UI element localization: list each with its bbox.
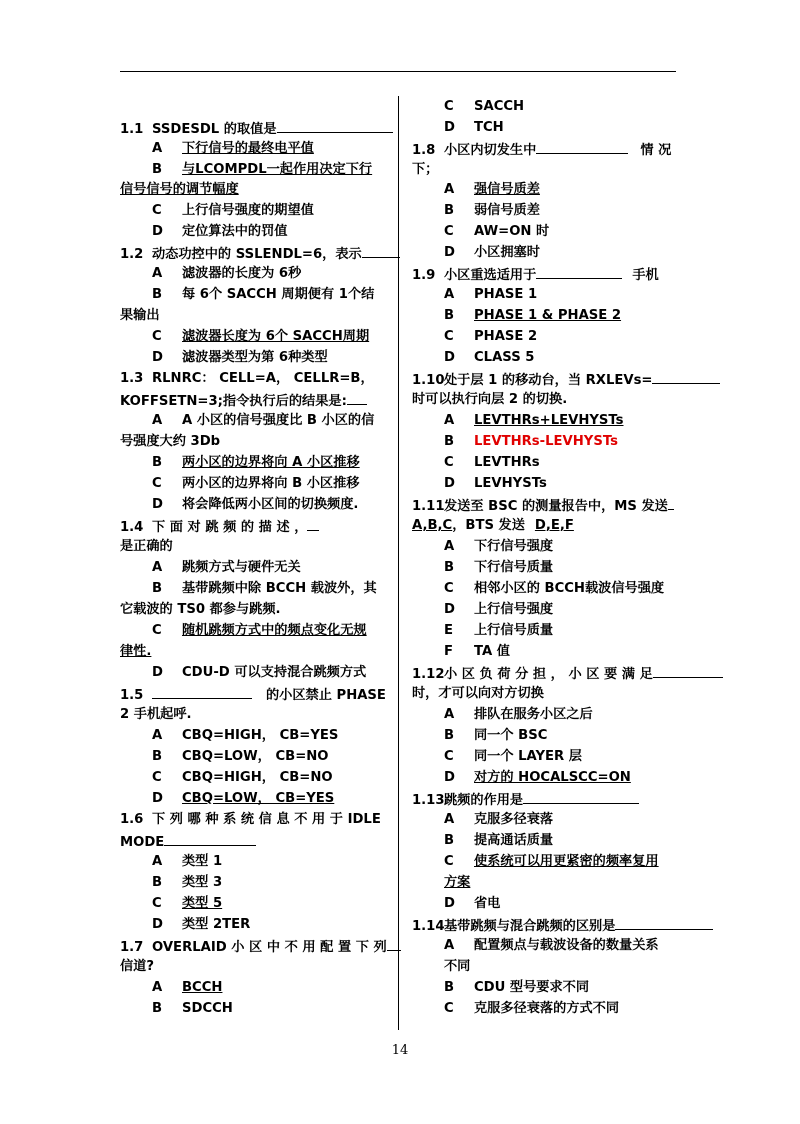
- option-c-cont: 方案: [444, 875, 471, 890]
- option-c: C 类型 5: [152, 896, 223, 911]
- option-b: B 两小区的边界将向 A 小区推移: [152, 455, 360, 470]
- highlighted-answer: LEVTHRs-LEVHYSTs: [474, 434, 618, 449]
- option-b: B 提高通话质量: [444, 833, 554, 848]
- option-d: D 将会降低两小区间的切换频度.: [152, 497, 359, 512]
- option-c: C SACCH: [444, 99, 525, 114]
- question-1-8: 1.8 小区内切发生中 情 况: [412, 139, 671, 159]
- answer-blank: [307, 516, 319, 531]
- option-b: B 与LCOMPDL一起作用决定下行: [152, 162, 373, 177]
- option-d: D 对方的 HOCALSCC=ON: [444, 770, 631, 785]
- option-b: B CBQ=LOW， CB=NO: [152, 749, 329, 764]
- question-text-cont: 下；: [412, 162, 439, 177]
- question-text: SSDESDL 的取值是: [152, 122, 277, 137]
- question-text-cont: 时，才可以向对方切换: [412, 686, 544, 701]
- answer-bts: D,E,F: [534, 518, 574, 533]
- option-b: B SDCCH: [152, 1001, 233, 1016]
- question-text-cont: MODE: [120, 831, 256, 851]
- option-b-cont: 信号信号的调节幅度: [120, 182, 239, 197]
- option-d: D CLASS 5: [444, 350, 535, 365]
- option-c: C LEVTHRs: [444, 455, 540, 470]
- question-1-6: 1.6 下 列 哪 种 系 统 信 息 不 用 于 IDLE: [120, 812, 381, 827]
- question-1-5: 1.5 的小区禁止 PHASE: [120, 684, 386, 704]
- question-1-3: 1.3 RLNRC： CELL=A， CELLR=B，: [120, 371, 374, 386]
- question-1-11: 1.11发送至 BSC 的测量报告中，MS 发送: [412, 495, 674, 515]
- question-1-1: [120, 118, 393, 138]
- question-number: 1.1: [120, 122, 144, 137]
- option-c: C CBQ=HIGH， CB=NO: [152, 770, 333, 785]
- answer-blank: [362, 243, 400, 258]
- question-1-12: 1.12小 区 负 荷 分 担 ， 小 区 要 满 足: [412, 663, 723, 683]
- option-c: C 同一个 LAYER 层: [444, 749, 582, 764]
- question-1-10: 1.10处于层 1 的移动台，当 RXLEVs=: [412, 369, 720, 389]
- option-a: A 排队在服务小区之后: [444, 707, 593, 722]
- question-text-cont: 2 手机起呼.: [120, 707, 192, 722]
- option-c: C PHASE 2: [444, 329, 538, 344]
- question-1-9: 1.9 小区重选适用于 手机: [412, 264, 659, 284]
- option-c: C 相邻小区的 BCCH载波信号强度: [444, 581, 665, 596]
- option-a: A 强信号质差: [444, 182, 540, 197]
- question-1-7: 1.7 OVERLAID 小 区 中 不 用 配 置 下 列: [120, 936, 401, 956]
- option-b: B 弱信号质差: [444, 203, 540, 218]
- option-b: B 下行信号质量: [444, 560, 554, 575]
- answer-blank: [277, 118, 393, 133]
- answer-blank: [523, 789, 639, 804]
- option-b-cont: 果输出: [120, 308, 160, 323]
- answer-blank: [668, 495, 674, 510]
- question-1-14: 1.14基带跳频与混合跳频的区别是: [412, 915, 713, 935]
- question-text-cont: 时可以执行向层 2 的切换.: [412, 392, 568, 407]
- option-e: E 上行信号质量: [444, 623, 554, 638]
- answer-blank: [615, 915, 713, 930]
- page-number: 14: [391, 1043, 409, 1058]
- option-a: A 跳频方式与硬件无关: [152, 560, 301, 575]
- option-b: B 类型 3: [152, 875, 223, 890]
- option-c: C 使系统可以用更紧密的频率复用: [444, 854, 659, 869]
- answer-blank: [347, 390, 367, 405]
- option-a: A 滤波器的长度为 6秒: [152, 266, 302, 281]
- column-divider: [398, 96, 399, 1030]
- question-text-cont: KOFFSETN=3;指令执行后的结果是:: [120, 390, 367, 410]
- option-c: C 克服多径衰落的方式不同: [444, 1001, 620, 1016]
- option-b: B 同一个 BSC: [444, 728, 548, 743]
- option-a: A PHASE 1: [444, 287, 538, 302]
- answer-blank: [653, 663, 723, 678]
- question-1-13: 1.13跳频的作用是: [412, 789, 639, 809]
- question-1-2: 1.2 动态功控中的 SSLENDL=6，表示: [120, 243, 400, 263]
- option-b: B CDU 型号要求不同: [444, 980, 590, 995]
- option-d: D 上行信号强度: [444, 602, 554, 617]
- option-d: D 省电: [444, 896, 501, 911]
- option-a: A A 小区的信号强度比 B 小区的信: [152, 413, 375, 428]
- option-b: B PHASE 1 & PHASE 2: [444, 308, 622, 323]
- option-a: A 类型 1: [152, 854, 223, 869]
- option-c: C 随机跳频方式中的频点变化无规: [152, 623, 367, 638]
- option-c: C 滤波器长度为 6个 SACCH周期: [152, 329, 370, 344]
- answer-blank: [152, 684, 252, 699]
- answer-blank: [164, 831, 256, 846]
- option-a-cont: 不同: [444, 959, 471, 974]
- option-d: D CBQ=LOW， CB=YES: [152, 791, 335, 806]
- option-f: F TA 值: [444, 644, 510, 659]
- option-d: D 小区拥塞时: [444, 245, 540, 260]
- option-d: D CDU-D 可以支持混合跳频方式: [152, 665, 367, 680]
- option-b: B 每 6个 SACCH 周期便有 1个结: [152, 287, 375, 302]
- option-a: A BCCH: [152, 980, 223, 995]
- question-text-cont: 信道?: [120, 959, 155, 974]
- option-a: A 克服多径衰落: [444, 812, 554, 827]
- option-b: B 基带跳频中除 BCCH 载波外，其: [152, 581, 377, 596]
- option-b: B LEVTHRs-LEVHYSTs: [444, 434, 618, 449]
- option-d: D 定位算法中的罚值: [152, 224, 288, 239]
- question-1-4: 1.4 下 面 对 跳 频 的 描 述 ，: [120, 516, 319, 536]
- option-a: A LEVTHRs+LEVHYSTs: [444, 413, 624, 428]
- answer-blank: [536, 264, 622, 279]
- option-c: C AW=ON 时: [444, 224, 550, 239]
- option-a: A 配置频点与载波设备的数量关系: [444, 938, 659, 953]
- option-b-cont: 它载波的 TS0 都参与跳频.: [120, 602, 281, 617]
- option-a: A 下行信号强度: [444, 539, 554, 554]
- option-c: C 上行信号强度的期望值: [152, 203, 314, 218]
- option-d: D LEVHYSTs: [444, 476, 547, 491]
- question-text-cont: 是正确的: [120, 539, 173, 554]
- option-c-cont: 律性.: [120, 644, 152, 659]
- option-d: D TCH: [444, 120, 504, 135]
- option-d: D 滤波器类型为第 6种类型: [152, 350, 328, 365]
- header-rule: [120, 71, 676, 72]
- option-d: D 类型 2TER: [152, 917, 251, 932]
- answer-ms: A,B,C: [412, 518, 453, 533]
- option-c: C 两小区的边界将向 B 小区推移: [152, 476, 360, 491]
- option-a: A CBQ=HIGH， CB=YES: [152, 728, 339, 743]
- answer-blank: [536, 139, 628, 154]
- answer-blank: [387, 936, 401, 951]
- option-a: A 下行信号的最终电平值: [152, 141, 314, 156]
- option-a-cont: 号强度大约 3Db: [120, 434, 221, 449]
- answer-blank: [652, 369, 720, 384]
- question-text-cont: A,B,C，BTS 发送 D,E,F: [412, 516, 651, 536]
